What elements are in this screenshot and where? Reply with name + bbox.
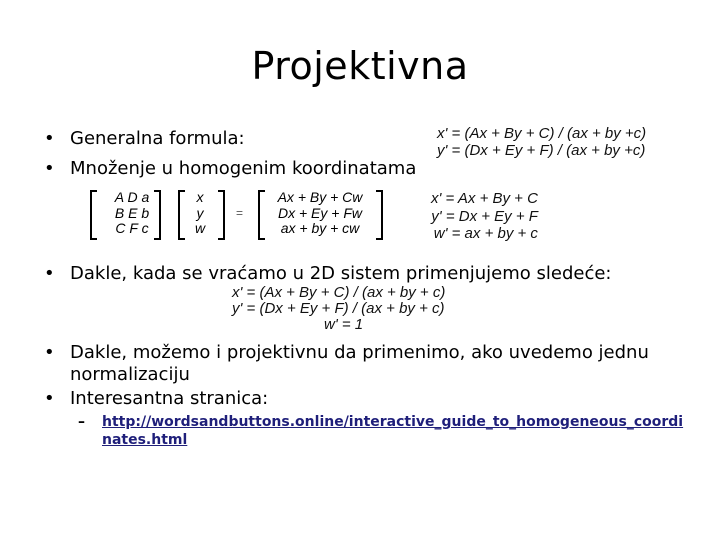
bullet-dot: • bbox=[44, 342, 55, 363]
vector-entry: x bbox=[196, 189, 204, 205]
bullet-dot: • bbox=[44, 128, 55, 149]
homogeneous-coordinates-link[interactable]: http://wordsandbuttons.online/interactive_guide_to_homogeneous_coordinates.html bbox=[102, 414, 684, 448]
bullet-text: Generalna formula: bbox=[70, 128, 245, 149]
bullet-text: Dakle, kada se vraćamo u 2D sistem primenjujemo sledeće: bbox=[70, 263, 612, 284]
bullet-text: Množenje u homogenim koordinatama bbox=[70, 158, 417, 179]
bullet-dot: • bbox=[44, 388, 55, 409]
formula-homogeneous bbox=[431, 190, 538, 243]
vector-column bbox=[186, 190, 214, 237]
left-bracket bbox=[178, 190, 185, 240]
formula-2d bbox=[232, 285, 445, 333]
formula-line: x' = (Ax + By + C) / (ax + by + c) bbox=[232, 284, 446, 301]
vector-entry: w bbox=[194, 220, 206, 236]
formula-line: x' = (Ax + By + C) / (ax + by +c) bbox=[437, 125, 647, 142]
formula-general bbox=[437, 125, 646, 159]
equals-sign: = bbox=[236, 206, 244, 220]
formula-line: y' = Dx + Ey + F bbox=[431, 207, 538, 225]
formula-line: y' = (Dx + Ey + F) / (ax + by + c) bbox=[232, 300, 445, 317]
slide-title: Projektivna bbox=[251, 44, 469, 88]
bullet-dot: • bbox=[44, 263, 55, 284]
formula-line: x' = Ax + By + C bbox=[431, 190, 538, 207]
right-bracket bbox=[376, 190, 383, 240]
result-entry: Ax + By + Cw bbox=[277, 189, 363, 205]
result-column bbox=[268, 190, 372, 237]
matrix-row: B E b bbox=[114, 204, 150, 221]
matrix-equation bbox=[90, 188, 390, 244]
bullet-dot: • bbox=[44, 158, 55, 179]
result-entry: Dx + Ey + Fw bbox=[277, 204, 363, 221]
vector-entry: y bbox=[196, 204, 204, 221]
sub-bullet-dash: – bbox=[78, 414, 85, 430]
formula-line: w' = 1 bbox=[324, 316, 364, 333]
formula-line: w' = ax + by + c bbox=[433, 225, 538, 242]
matrix-row: C F c bbox=[115, 220, 149, 236]
matrix-row: A D a bbox=[114, 189, 150, 205]
formula-line: y' = (Dx + Ey + F) / (ax + by +c) bbox=[437, 142, 646, 159]
result-entry: ax + by + cw bbox=[280, 220, 360, 236]
bullet-text: Interesantna stranica: bbox=[70, 388, 269, 409]
matrix-coefficients bbox=[110, 190, 154, 237]
right-bracket bbox=[218, 190, 225, 240]
left-bracket bbox=[258, 190, 265, 240]
left-bracket bbox=[90, 190, 97, 240]
bullet-text: Dakle, možemo i projektivnu da primenimo, ako uvedemo jednu normalizaciju bbox=[70, 342, 649, 385]
right-bracket bbox=[154, 190, 161, 240]
